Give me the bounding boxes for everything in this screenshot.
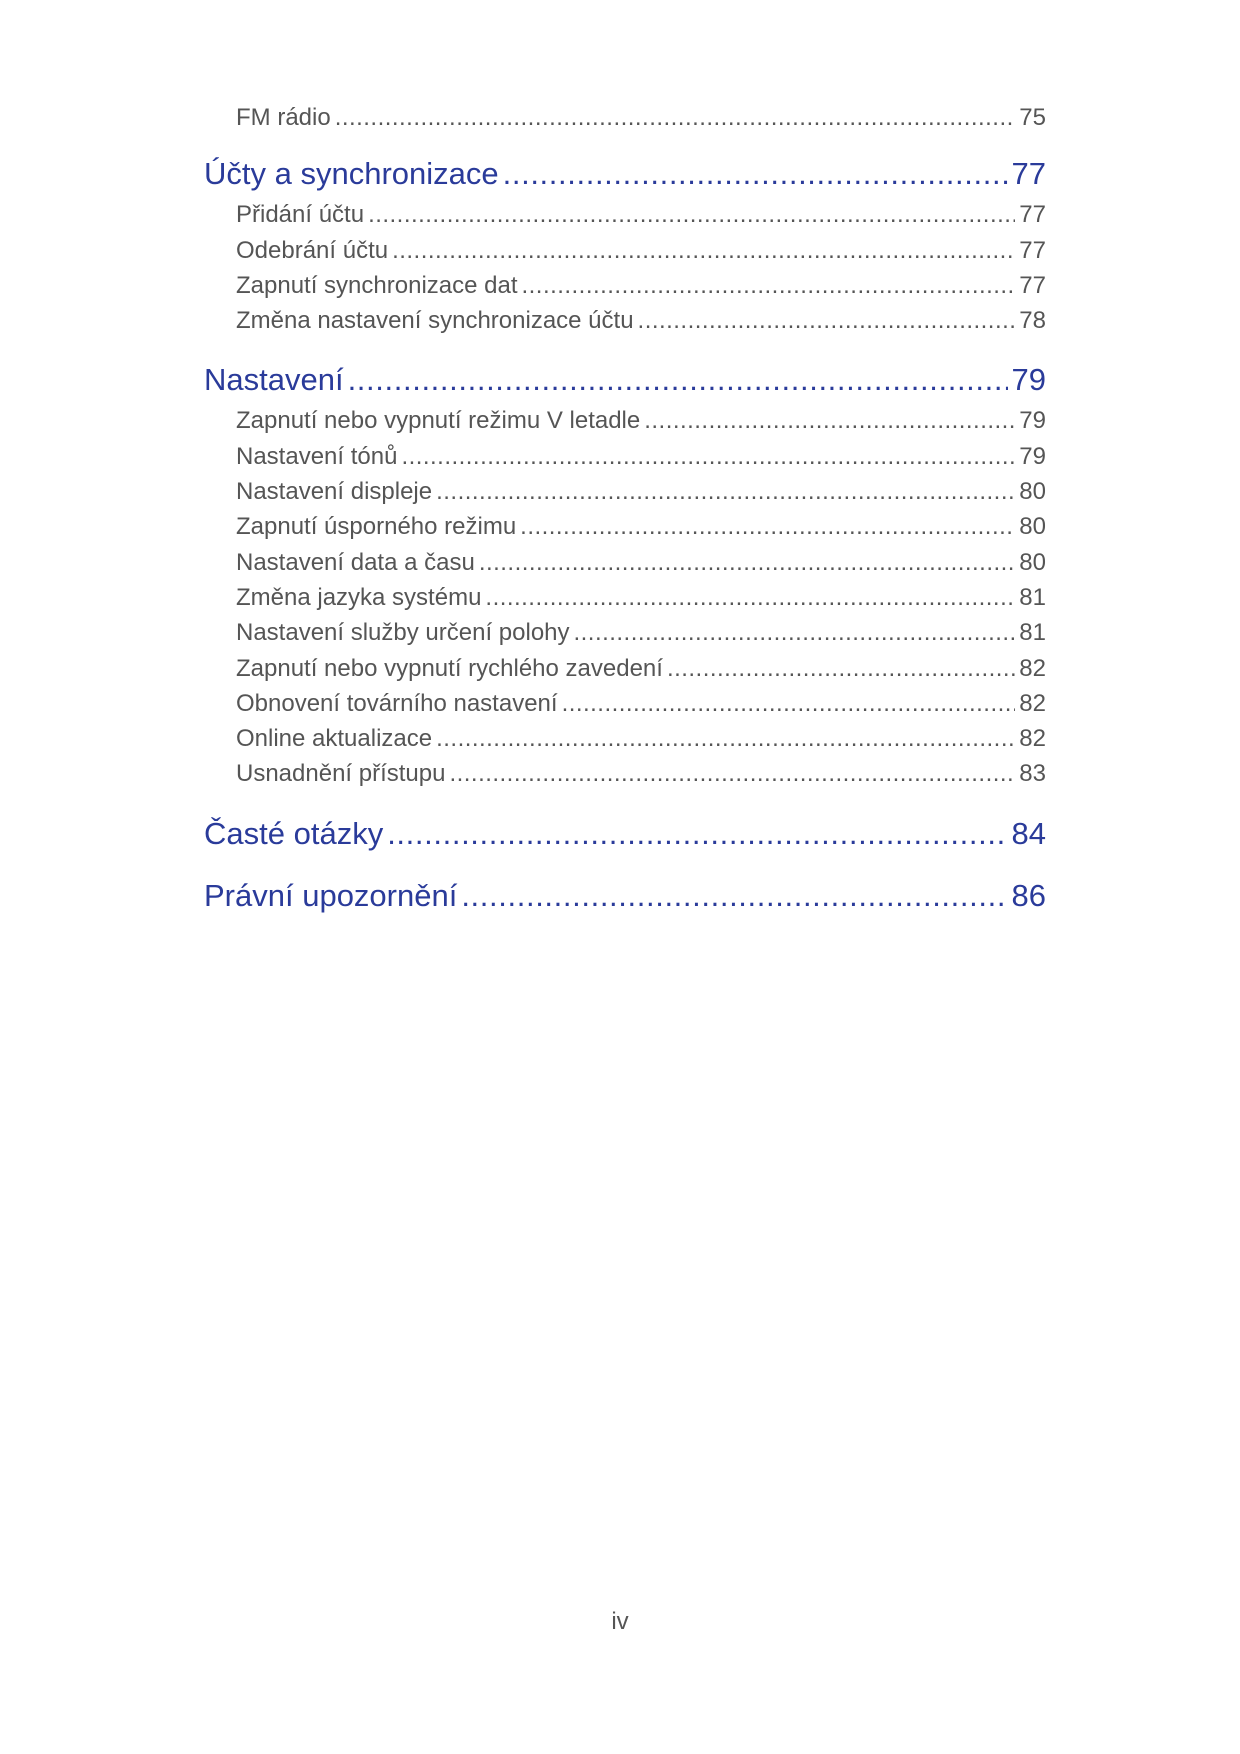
- toc-entry-page: 77: [1019, 271, 1046, 299]
- toc-dot-leader: [479, 545, 1015, 580]
- toc-entry-title: Nastavení data a času: [236, 548, 475, 576]
- toc-entry-fm-radio[interactable]: [236, 100, 1046, 135]
- toc-chapter-faq[interactable]: [204, 815, 1046, 853]
- toc-entry-title: Zapnutí úsporného režimu: [236, 513, 517, 541]
- toc-entry-power-saving[interactable]: [236, 509, 1046, 544]
- toc-dot-leader: [461, 877, 1007, 915]
- toc-entry-title: Nastavení displeje: [236, 478, 433, 506]
- toc-entry-title: Přidání účtu: [236, 201, 365, 229]
- toc-chapter-accounts-sync[interactable]: [204, 155, 1046, 193]
- toc-entry-page: 82: [1019, 654, 1046, 682]
- toc-entry-location-service[interactable]: [236, 615, 1046, 650]
- toc-dot-leader: [520, 509, 1015, 544]
- toc-entry-remove-account[interactable]: [236, 233, 1046, 268]
- toc-dot-leader: [387, 815, 1007, 853]
- toc-entry-page: 81: [1019, 619, 1046, 647]
- toc-dot-leader: [449, 756, 1015, 791]
- toc-entry-page: 77: [1019, 236, 1046, 264]
- toc-entry-page: 77: [1019, 201, 1046, 229]
- toc-entry-accessibility[interactable]: [236, 756, 1046, 791]
- toc-dot-leader: [638, 303, 1016, 338]
- toc-chapter-settings[interactable]: [204, 361, 1046, 399]
- toc-dot-leader: [503, 155, 1008, 193]
- toc-entry-page: 81: [1019, 583, 1046, 611]
- toc-entry-title: Zapnutí nebo vypnutí režimu V letadle: [236, 407, 641, 435]
- toc-entry-title: Nastavení tónů: [236, 442, 398, 470]
- toc-dot-leader: [667, 651, 1015, 686]
- toc-chapter-title: Právní upozornění: [204, 877, 458, 913]
- toc-dot-leader: [562, 686, 1016, 721]
- toc-entry-system-language[interactable]: [236, 580, 1046, 615]
- toc-entry-page: 82: [1019, 689, 1046, 717]
- toc-chapter-title: Časté otázky: [204, 815, 384, 851]
- toc-dot-leader: [574, 615, 1016, 650]
- toc-entry-title: Změna jazyka systému: [236, 583, 482, 611]
- toc-dot-leader: [348, 361, 1008, 399]
- table-of-contents: [204, 100, 1046, 915]
- toc-entry-fast-boot[interactable]: [236, 651, 1046, 686]
- toc-entry-page: 79: [1019, 407, 1046, 435]
- toc-dot-leader: [522, 268, 1016, 303]
- toc-entry-tone-settings[interactable]: [236, 439, 1046, 474]
- toc-entry-title: Online aktualizace: [236, 725, 433, 753]
- toc-entry-add-account[interactable]: [236, 197, 1046, 232]
- toc-entry-date-time[interactable]: [236, 545, 1046, 580]
- toc-entry-page: 79: [1019, 442, 1046, 470]
- toc-chapter-title: Účty a synchronizace: [204, 156, 499, 192]
- toc-dot-leader: [392, 233, 1015, 268]
- toc-entry-enable-data-sync[interactable]: [236, 268, 1046, 303]
- toc-entry-title: Obnovení továrního nastavení: [236, 689, 558, 717]
- toc-dot-leader: [335, 100, 1016, 135]
- toc-entry-page: 75: [1019, 104, 1046, 131]
- toc-entry-page: 82: [1019, 725, 1046, 753]
- toc-entry-title: FM rádio: [236, 104, 331, 131]
- page-number: iv: [611, 1608, 629, 1635]
- toc-dot-leader: [436, 721, 1015, 756]
- toc-entry-page: 80: [1019, 513, 1046, 541]
- toc-entry-page: 80: [1019, 478, 1046, 506]
- toc-dot-leader: [644, 403, 1015, 438]
- toc-entry-page: 83: [1019, 760, 1046, 788]
- toc-entry-title: Usnadnění přístupu: [236, 760, 446, 788]
- toc-entry-page: 80: [1019, 548, 1046, 576]
- toc-entry-display-settings[interactable]: [236, 474, 1046, 509]
- toc-dot-leader: [368, 197, 1015, 232]
- toc-entry-title: Změna nastavení synchronizace účtu: [236, 307, 634, 335]
- toc-entry-airplane-mode[interactable]: [236, 403, 1046, 438]
- toc-chapter-page: 86: [1011, 877, 1046, 913]
- toc-dot-leader: [401, 439, 1015, 474]
- toc-entry-factory-reset[interactable]: [236, 686, 1046, 721]
- toc-entry-page: 78: [1019, 307, 1046, 335]
- toc-entry-title: Zapnutí synchronizace dat: [236, 271, 518, 299]
- toc-entry-title: Nastavení služby určení polohy: [236, 619, 570, 647]
- toc-dot-leader: [436, 474, 1015, 509]
- toc-entry-online-update[interactable]: [236, 721, 1046, 756]
- toc-chapter-page: 77: [1011, 156, 1046, 192]
- toc-dot-leader: [485, 580, 1015, 615]
- toc-chapter-legal-notice[interactable]: [204, 877, 1046, 915]
- toc-entry-change-sync-settings[interactable]: [236, 303, 1046, 338]
- toc-entry-title: Odebrání účtu: [236, 236, 389, 264]
- toc-entry-title: Zapnutí nebo vypnutí rychlého zavedení: [236, 654, 663, 682]
- toc-chapter-title: Nastavení: [204, 362, 344, 398]
- toc-chapter-page: 84: [1011, 815, 1046, 851]
- toc-chapter-page: 79: [1011, 362, 1046, 398]
